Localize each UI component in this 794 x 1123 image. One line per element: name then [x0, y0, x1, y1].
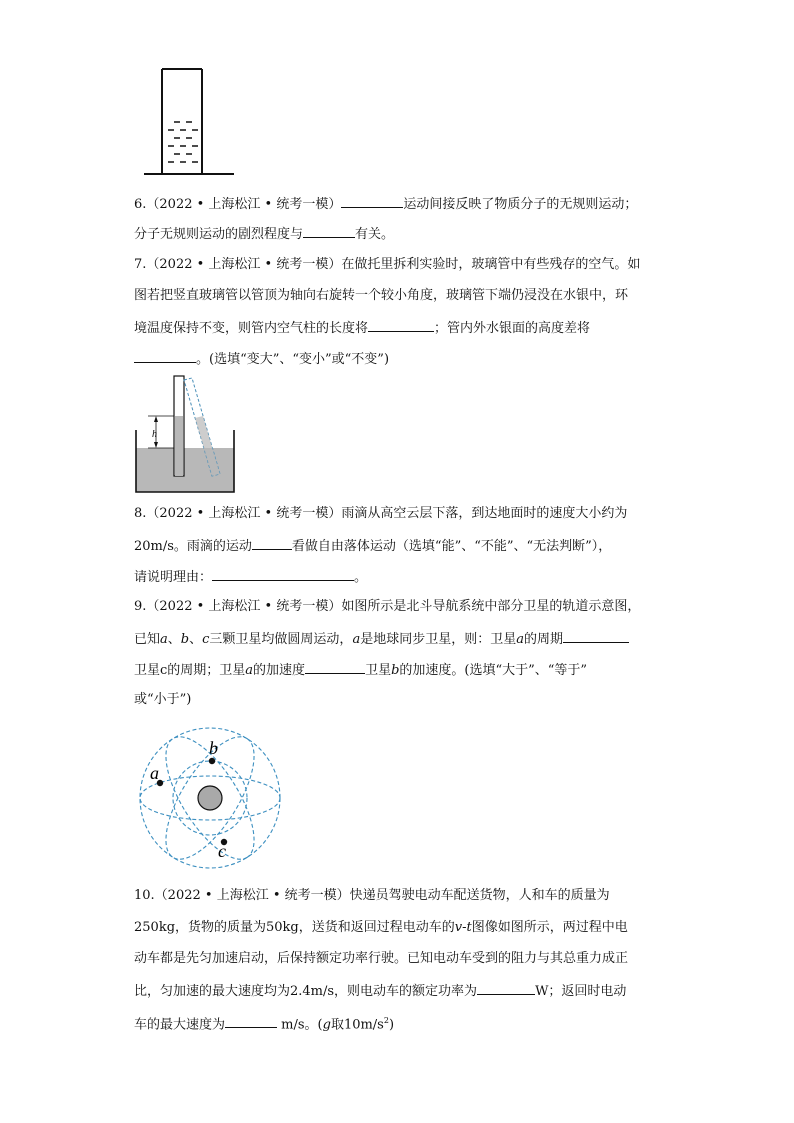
- q9-line3: 卫星c的周期；卫星a的加速度 卫星b的加速度。(选填“大于”、“等于”: [134, 660, 587, 680]
- answer-blank[interactable]: [305, 660, 365, 674]
- q9-line4: 或“小于”): [134, 692, 192, 707]
- satellite-orbits-figure: [136, 724, 284, 872]
- q8-line2: 20m/s。雨滴的运动 看做自由落体运动（选填“能”、“不能”、“无法判断”），: [134, 536, 611, 556]
- answer-blank[interactable]: [303, 224, 355, 238]
- q9-line1: 9.（2022 • 上海松江 • 统考一模）如图所示是北斗导航系统中部分卫星的轨道示意图，: [134, 599, 641, 614]
- q10-line3: 动车都是先匀加速启动，后保持额定功率行驶。已知电动车受到的阻力与其总重力成正: [134, 951, 629, 966]
- torricelli-figure: [132, 372, 238, 496]
- answer-blank[interactable]: [477, 981, 535, 995]
- satellite-b-dot: [209, 758, 215, 764]
- q9-line2: 已知a、b、c三颗卫星均做圆周运动，a是地球同步卫星，则：卫星a的周期: [134, 629, 629, 649]
- cylinder-figure: [140, 66, 236, 176]
- q8-line1: 8.（2022 • 上海松江 • 统考一模）雨滴从高空云层下落，到达地面时的速度大小约为: [134, 506, 628, 521]
- q8-line3: 请说明理由： 。: [134, 567, 367, 587]
- satellite-c-label: c: [218, 841, 226, 861]
- q10-line4: 比，匀加速的最大速度均为2.4m/s，则电动车的额定功率为 W；返回时电动: [134, 981, 626, 1001]
- q7-line4: 。(选填“变大”、“变小”或“不变”): [134, 349, 389, 369]
- q10-line2: 250kg，货物的质量为50kg，送货和返回过程电动车的v-t图像如图所示，两过程中电: [134, 920, 628, 935]
- q7-line3: 境温度保持不变，则管内空气柱的长度将 ；管内外水银面的高度差将: [134, 318, 590, 338]
- answer-blank[interactable]: [368, 318, 434, 332]
- q10-line1: 10.（2022 • 上海松江 • 统考一模）快递员驾驶电动车配送货物，人和车的质量为: [134, 888, 610, 903]
- q10-line5: 车的最大速度为 m/s。(g取$10m/s^2$): [134, 1016, 395, 1033]
- answer-blank[interactable]: [341, 194, 403, 208]
- answer-blank[interactable]: [134, 349, 196, 363]
- answer-blank[interactable]: [252, 536, 292, 550]
- answer-blank[interactable]: [225, 1014, 277, 1028]
- h-label: h: [152, 429, 157, 440]
- answer-blank[interactable]: [563, 629, 629, 643]
- q6-line2: 分子无规则运动的剧烈程度与 有关。: [134, 224, 394, 244]
- satellite-a-label: a: [150, 763, 159, 783]
- q6-line1: 6.（2022 • 上海松江 • 统考一模） 运动间接反映了物质分子的无规则运动；: [134, 194, 637, 214]
- answer-blank[interactable]: [212, 567, 354, 581]
- q7-line2: 图若把竖直玻璃管以管顶为轴向右旋转一个较小角度，玻璃管下端仍浸没在水银中，环: [134, 288, 629, 303]
- q7-line1: 7.（2022 • 上海松江 • 统考一模）在做托里拆利实验时，玻璃管中有些残存的空气。如: [134, 257, 641, 272]
- satellite-b-label: b: [209, 738, 218, 758]
